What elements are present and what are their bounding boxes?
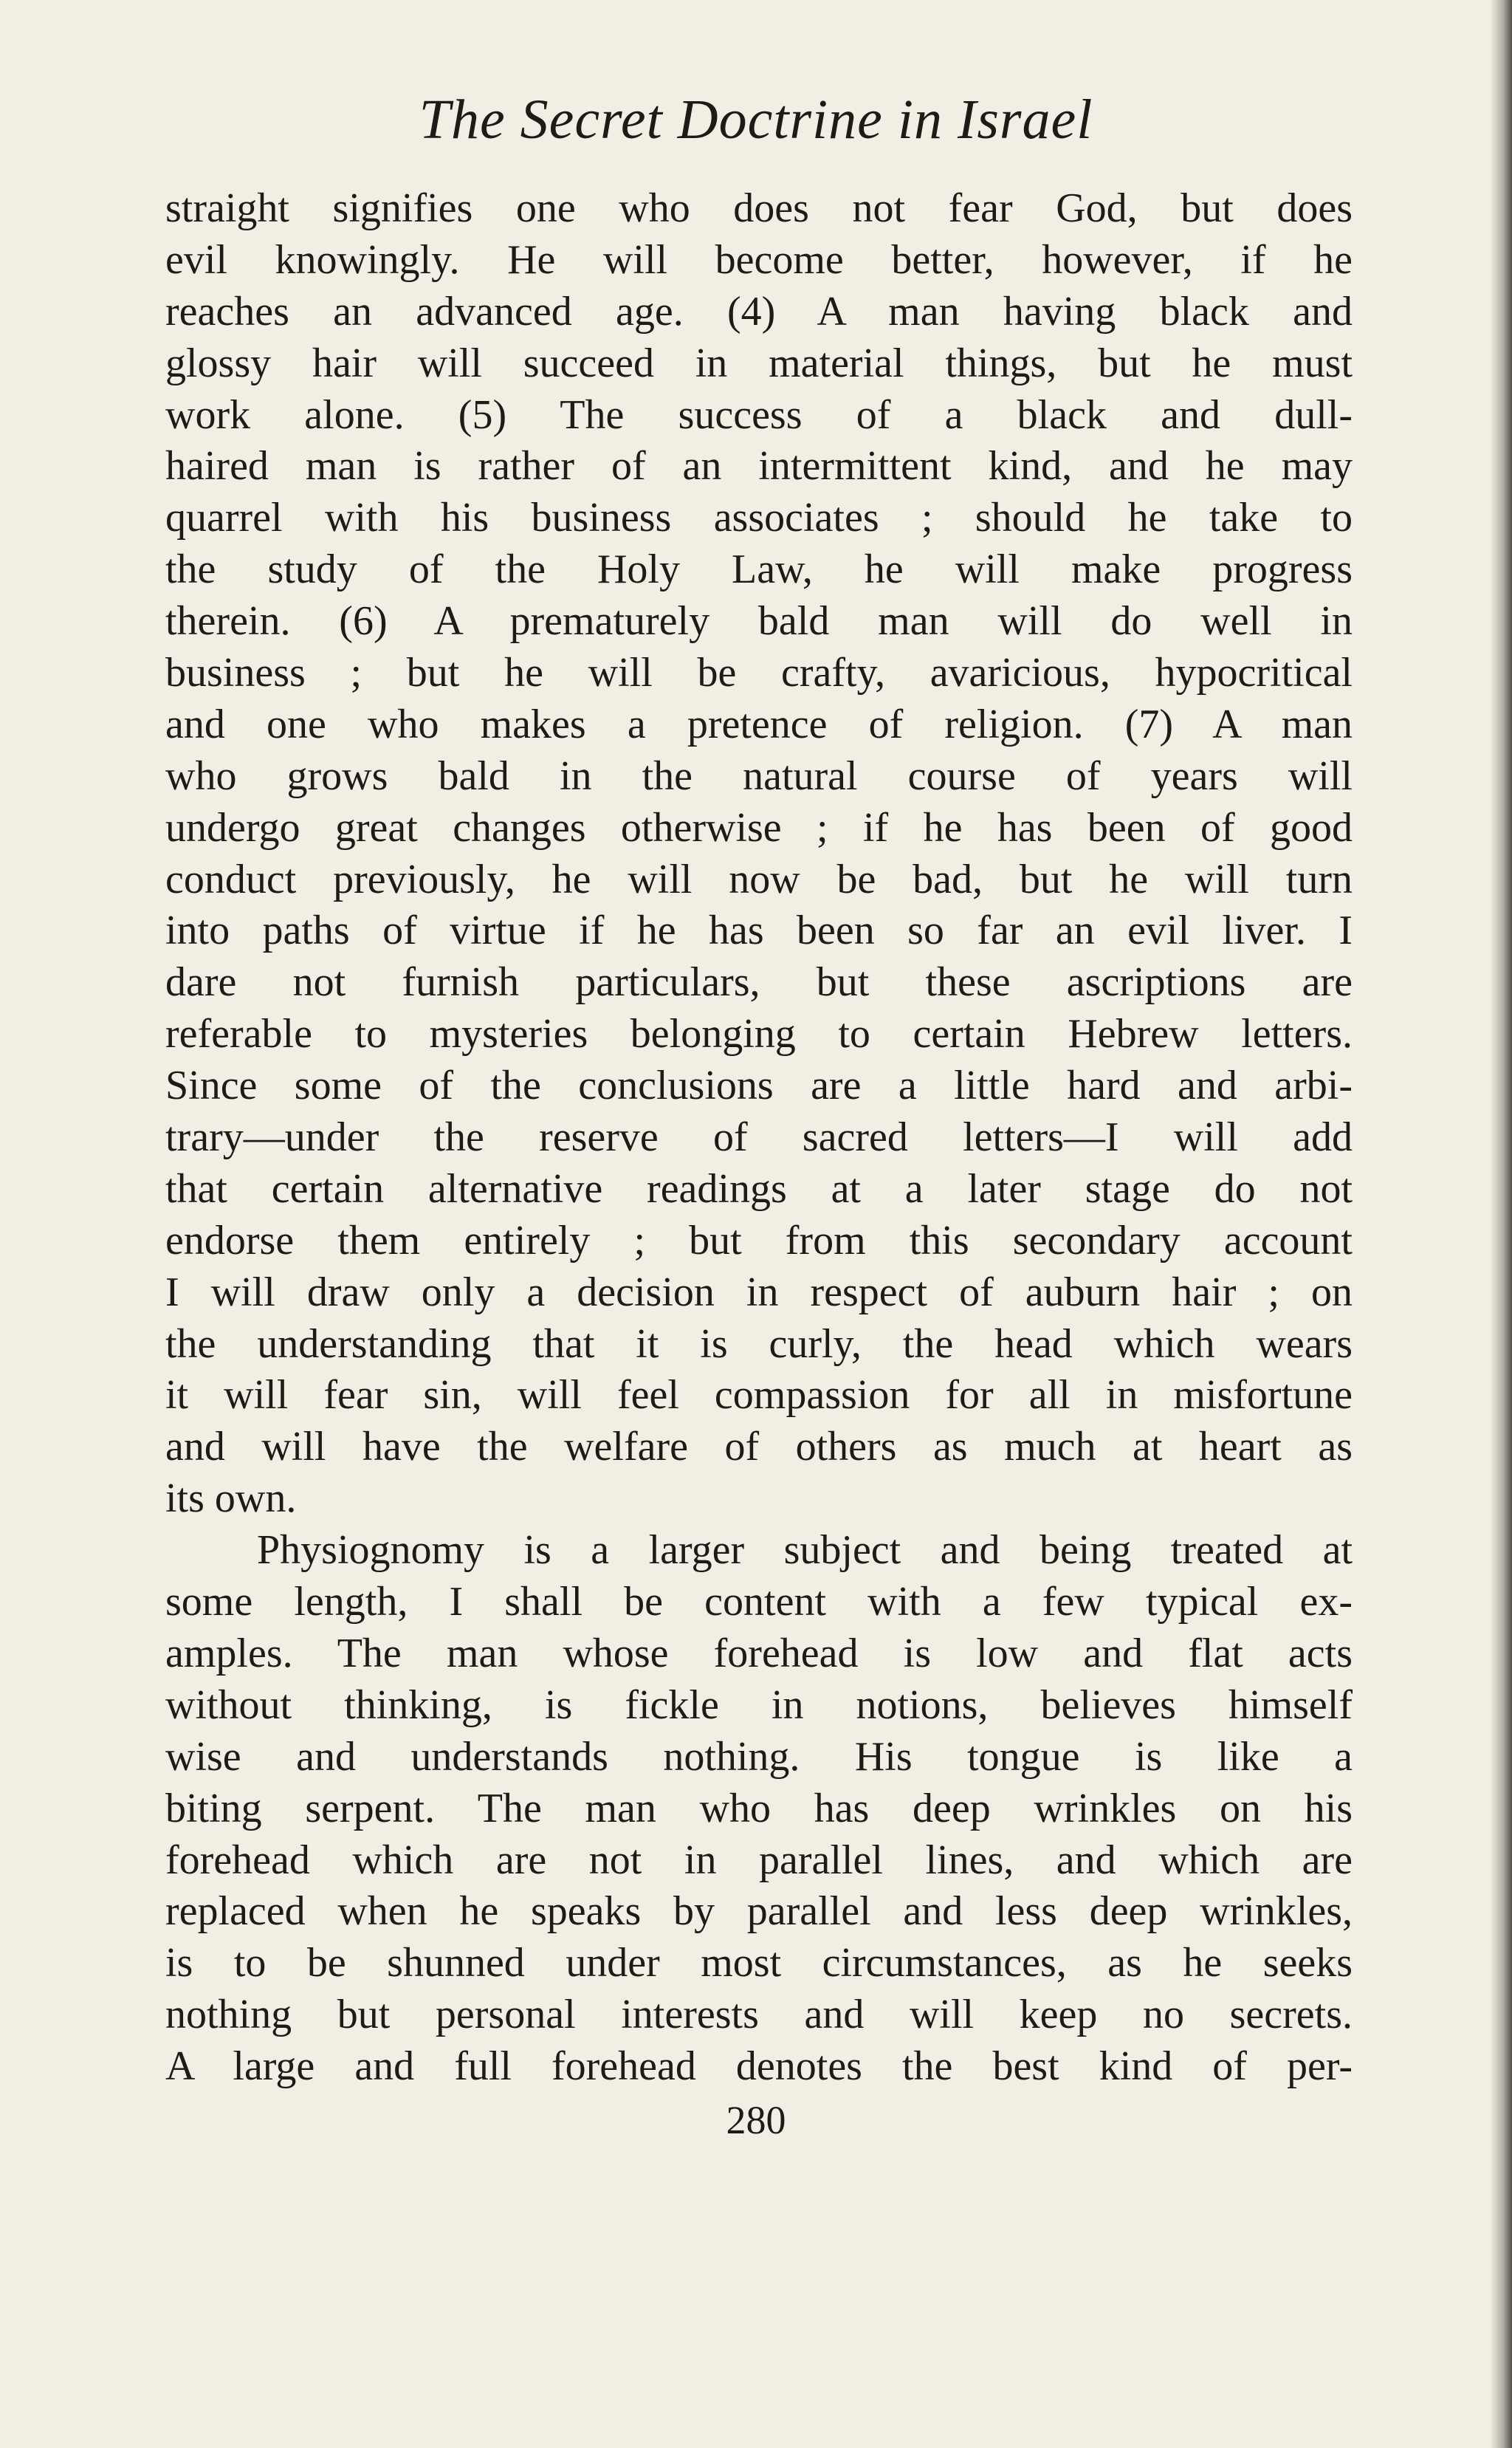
text-line: biting serpent. The man who has deep wrinkles on his bbox=[165, 1785, 1353, 1831]
text-line: forehead which are not in parallel lines, and which are bbox=[165, 1837, 1353, 1883]
text-line: reaches an advanced age. (4) A man having black and bbox=[165, 288, 1353, 335]
text-line: into paths of virtue if he has been so far an evil liver. I bbox=[165, 908, 1353, 954]
text-line: it will fear sin, will feel compassion for all in misfortune bbox=[165, 1372, 1353, 1419]
text-line: wise and understands nothing. His tongue is like a bbox=[165, 1733, 1353, 1780]
paragraph-end-line: its own. bbox=[165, 1475, 297, 1522]
text-line: is to be shunned under most circumstances, as he seeks bbox=[165, 1940, 1353, 1986]
text-line: the study of the Holy Law, he will make progress bbox=[165, 546, 1353, 593]
text-line: straight signifies one who does not fear God, but does bbox=[165, 185, 1353, 231]
text-line: some length, I shall be content with a few typical ex- bbox=[165, 1579, 1353, 1625]
page-number: 280 bbox=[726, 2098, 786, 2142]
text-line: glossy hair will succeed in material things, but he must bbox=[165, 340, 1353, 386]
text-line: trary—under the reserve of sacred letters—I will add bbox=[165, 1114, 1353, 1161]
text-line: referable to mysteries belonging to certain Hebrew letters. bbox=[165, 1011, 1353, 1057]
text-line: quarrel with his business associates ; should he take to bbox=[165, 495, 1353, 541]
text-line: conduct previously, he will now be bad, but he will turn bbox=[165, 856, 1353, 902]
paragraph-start-line: Physiognomy is a larger subject and being treated at bbox=[257, 1527, 1353, 1574]
text-line: business ; but he will be crafty, avaricious, hypocritical bbox=[165, 650, 1353, 696]
text-line: and will have the welfare of others as much at heart as bbox=[165, 1424, 1353, 1470]
text-line: A large and full forehead denotes the best kind of per- bbox=[165, 2043, 1353, 2090]
text-line: who grows bald in the natural course of years will bbox=[165, 752, 1353, 799]
text-line: and one who makes a pretence of religion. (7) A man bbox=[165, 701, 1353, 747]
running-head: The Secret Doctrine in Israel bbox=[419, 89, 1093, 151]
text-line: work alone. (5) The success of a black and dull- bbox=[165, 391, 1353, 438]
text-line: that certain alternative readings at a later stage do not bbox=[165, 1165, 1353, 1212]
text-line: replaced when he speaks by parallel and less deep wrinkles, bbox=[165, 1888, 1353, 1935]
text-line: evil knowingly. He will become better, however, if he bbox=[165, 236, 1353, 283]
text-line: nothing but personal interests and will keep no secrets. bbox=[165, 1992, 1353, 2038]
body-text bbox=[165, 183, 1353, 2093]
text-line: I will draw only a decision in respect of auburn hair ; on bbox=[165, 1269, 1353, 1315]
text-line: Since some of the conclusions are a little hard and arbi- bbox=[165, 1063, 1353, 1109]
text-line: dare not furnish particulars, but these ascriptions are bbox=[165, 959, 1353, 1006]
text-line: haired man is rather of an intermittent kind, and he may bbox=[165, 443, 1353, 490]
text-line: the understanding that it is curly, the head which wears bbox=[165, 1320, 1353, 1367]
text-line: undergo great changes otherwise ; if he has been of good bbox=[165, 804, 1353, 851]
text-line: without thinking, is fickle in notions, believes himself bbox=[165, 1681, 1353, 1728]
page-edge-shadow bbox=[1490, 0, 1512, 2448]
text-line: endorse them entirely ; but from this secondary account bbox=[165, 1217, 1353, 1264]
text-line: therein. (6) A prematurely bald man will do well in bbox=[165, 598, 1353, 645]
text-line: amples. The man whose forehead is low and flat acts bbox=[165, 1630, 1353, 1676]
